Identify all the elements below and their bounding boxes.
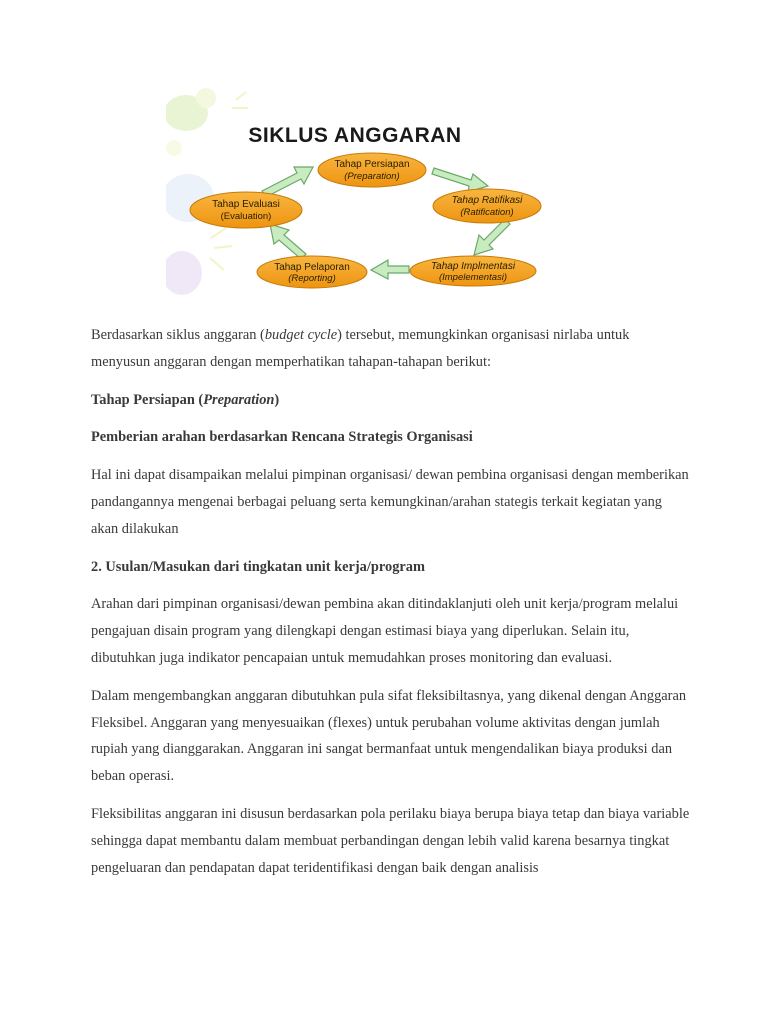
stage-ratification [433, 189, 541, 223]
stage-sub: (Evaluation) [220, 211, 272, 222]
text-run: ) tersebut, memungkinkan organisasi nirlaba untuk menyusun anggaran dengan memperhatikan tahapan-tahapan berikut: [91, 327, 630, 370]
text-run: ) [274, 391, 280, 408]
text-run: Berdasarkan siklus anggaran ( [91, 327, 265, 343]
stage-evaluation [190, 192, 302, 228]
section-heading-unit-input: 2. Usulan/Masukan dari tingkatan unit kerja/program [91, 558, 425, 575]
stage-sub: (Reporting) [288, 273, 336, 284]
stage-name: Tahap Pelaporan [274, 262, 350, 273]
budget-cycle-diagram [166, 88, 546, 310]
stage-name: Tahap Persiapan [334, 159, 410, 170]
arrow-to-persiapan [262, 167, 313, 197]
section-heading-preparation [91, 387, 691, 414]
budget-cycle-svg [166, 88, 546, 310]
stage-sub: (Impelementasi) [438, 272, 508, 283]
text-run: Tahap Persiapan ( [91, 391, 204, 408]
stage-reporting [257, 256, 367, 288]
paragraph-flexibility: Fleksibilitas anggaran ini disusun berdasarkan pola perilaku biaya berupa biaya tetap dan biaya variable sehingga dapat membantu dalam membuat perbandingan dengan lebih valid karena besarnya tingkat pengeluaran dan pendapatan dapat teridentifikasi dengan baik dengan analisis [91, 805, 690, 876]
stage-sub: (Preparation) [344, 171, 400, 182]
paragraph-flexible-budget: Dalam mengembangkan anggaran dibutuhkan pula sifat fleksibiltasnya, yang dikenal dengan Anggaran Fleksibel. Anggaran yang menyesuaikan (flexes) untuk perubahan volume aktivitas dengan jumlah rupiah yang dianggarakan. Anggaran ini sangat bermanfaat untuk mengendalikan biaya produksi dan beban operasi. [91, 687, 687, 785]
stage-implementation [410, 256, 536, 286]
intro-paragraph [91, 322, 691, 376]
stage-name: Tahap Ratifikasi [451, 195, 523, 206]
stage-preparation [318, 153, 426, 187]
arrow-to-evaluasi [270, 224, 306, 259]
section-heading-strategic: Pemberian arahan berdasarkan Rencana Strategis Organisasi [91, 429, 473, 446]
arrow-to-implementasi [474, 219, 510, 255]
arrow-to-ratifikasi [432, 168, 488, 192]
paragraph-strategic: Hal ini dapat disampaikan melalui pimpinan organisasi/ dewan pembina organisasi dengan memberikan pandangannya mengenai berbagai peluang serta kemungkinan/arahan stategis terkait kegiatan yang akan dilakukan [91, 467, 689, 537]
stage-sub: (Ratification) [460, 207, 514, 218]
decorative-background [166, 88, 248, 295]
italic-term: Preparation [203, 391, 275, 408]
stage-name: Tahap Implmentasi [430, 261, 516, 272]
diagram-title: SIKLUS ANGGARAN [248, 124, 462, 147]
stage-name: Tahap Evaluasi [212, 199, 280, 210]
document-body [91, 322, 691, 892]
arrow-to-pelaporan [371, 260, 409, 279]
paragraph-unit-input: Arahan dari pimpinan organisasi/dewan pembina akan ditindaklanjuti oleh unit kerja/program melalui pengajuan disain program yang dilengkapi dengan estimasi biaya yang diperlukan. Selain itu, dibutuhkan juga indikator pencapaian untuk memudahkan proses monitoring dan evaluasi. [91, 596, 679, 666]
italic-term: budget cycle [264, 327, 338, 343]
